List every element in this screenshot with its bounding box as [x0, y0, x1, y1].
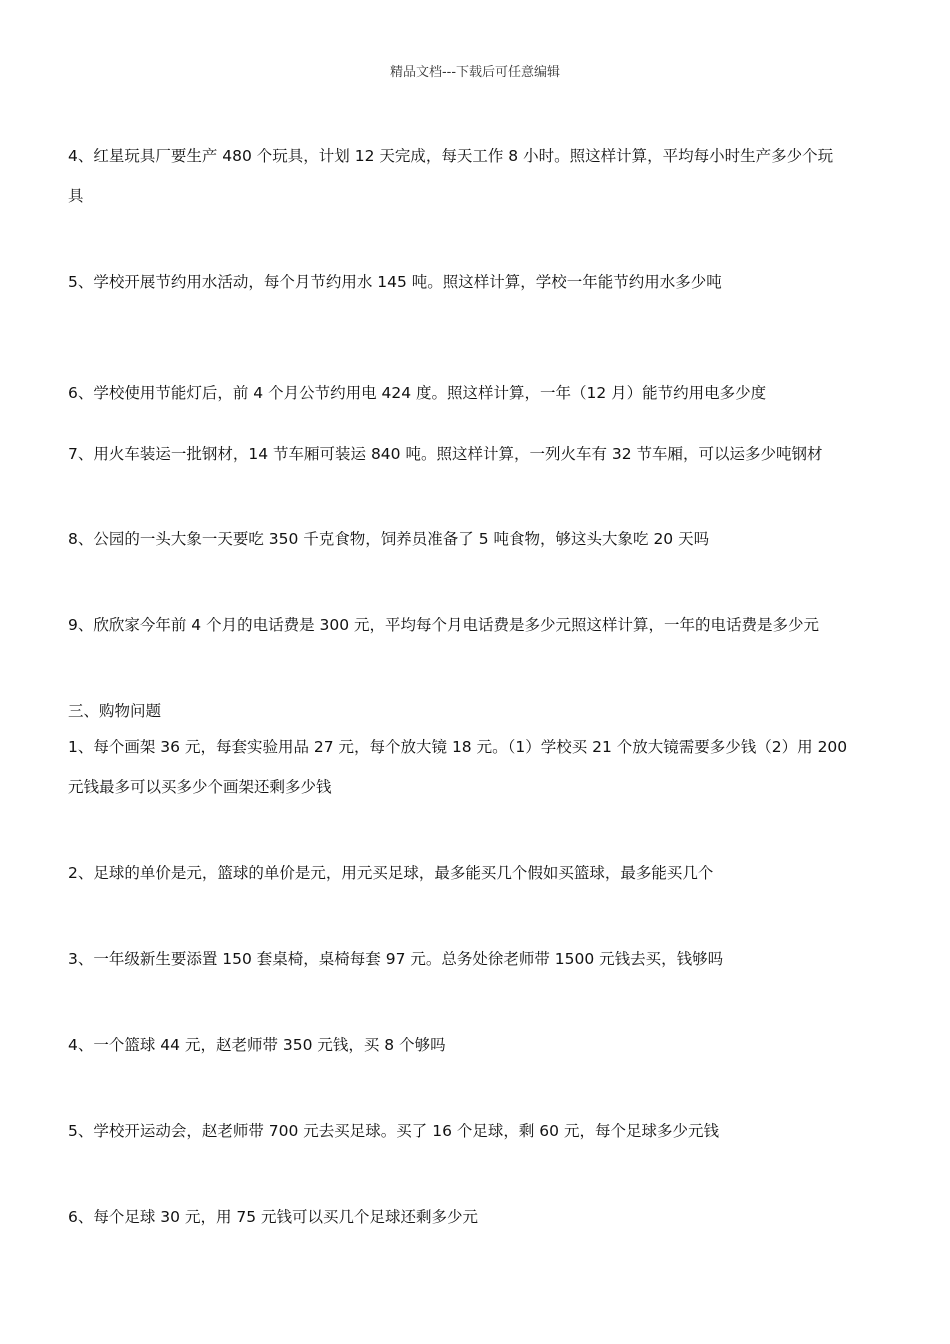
problem-7: 7、用火车装运一批钢材，14 节车厢可装运 840 吨。照这样计算，一列火车有 32 节车厢，可以运多少吨钢材: [68, 445, 823, 463]
problem-5: 5、学校开展节约用水活动，每个月节约用水 145 吨。照这样计算，学校一年能节约用水多少吨: [68, 273, 722, 291]
problem-8: 8、公园的一头大象一天要吃 350 千克食物，饲养员准备了 5 吨食物，够这头大象吃 20 天吗: [68, 530, 710, 548]
shopping-problem-6: 6、每个足球 30 元，用 75 元钱可以买几个足球还剩多少元: [68, 1208, 479, 1226]
shopping-problem-4: 4、一个篮球 44 元，赵老师带 350 元钱，买 8 个够吗: [68, 1036, 446, 1054]
page-header: 精品文档---下载后可任意编辑: [389, 65, 561, 80]
section-heading-shopping: 三、购物问题: [68, 702, 162, 720]
shopping-problem-2: 2、足球的单价是元，篮球的单价是元，用元买足球，最多能买几个假如买篮球，最多能买几个: [68, 864, 714, 882]
shopping-problem-5: 5、学校开运动会，赵老师带 700 元去买足球。买了 16 个足球，剩 60 元，每个足球多少元钱: [68, 1122, 719, 1140]
problem-6: 6、学校使用节能灯后，前 4 个月公节约用电 424 度。照这样计算，一年（12 月）能节约用电多少度: [68, 384, 767, 402]
problem-4-line-1: 4、红星玩具厂要生产 480 个玩具，计划 12 天完成，每天工作 8 小时。照这样计算，平均每小时生产多少个玩: [68, 147, 834, 165]
shopping-problem-3: 3、一年级新生要添置 150 套桌椅，桌椅每套 97 元。总务处徐老师带 1500 元钱去买，钱够吗: [68, 950, 724, 968]
problem-4-line-2: 具: [68, 187, 84, 205]
shopping-problem-1-line-2: 元钱最多可以买多少个画架还剩多少钱: [68, 778, 332, 796]
shopping-problem-1-line-1: 1、每个画架 36 元，每套实验用品 27 元，每个放大镜 18 元。（1）学校买 21 个放大镜需要多少钱（2）用 200: [68, 738, 848, 756]
problem-9: 9、欣欣家今年前 4 个月的电话费是 300 元，平均每个月电话费是多少元照这样计算，一年的电话费是多少元: [68, 616, 820, 634]
